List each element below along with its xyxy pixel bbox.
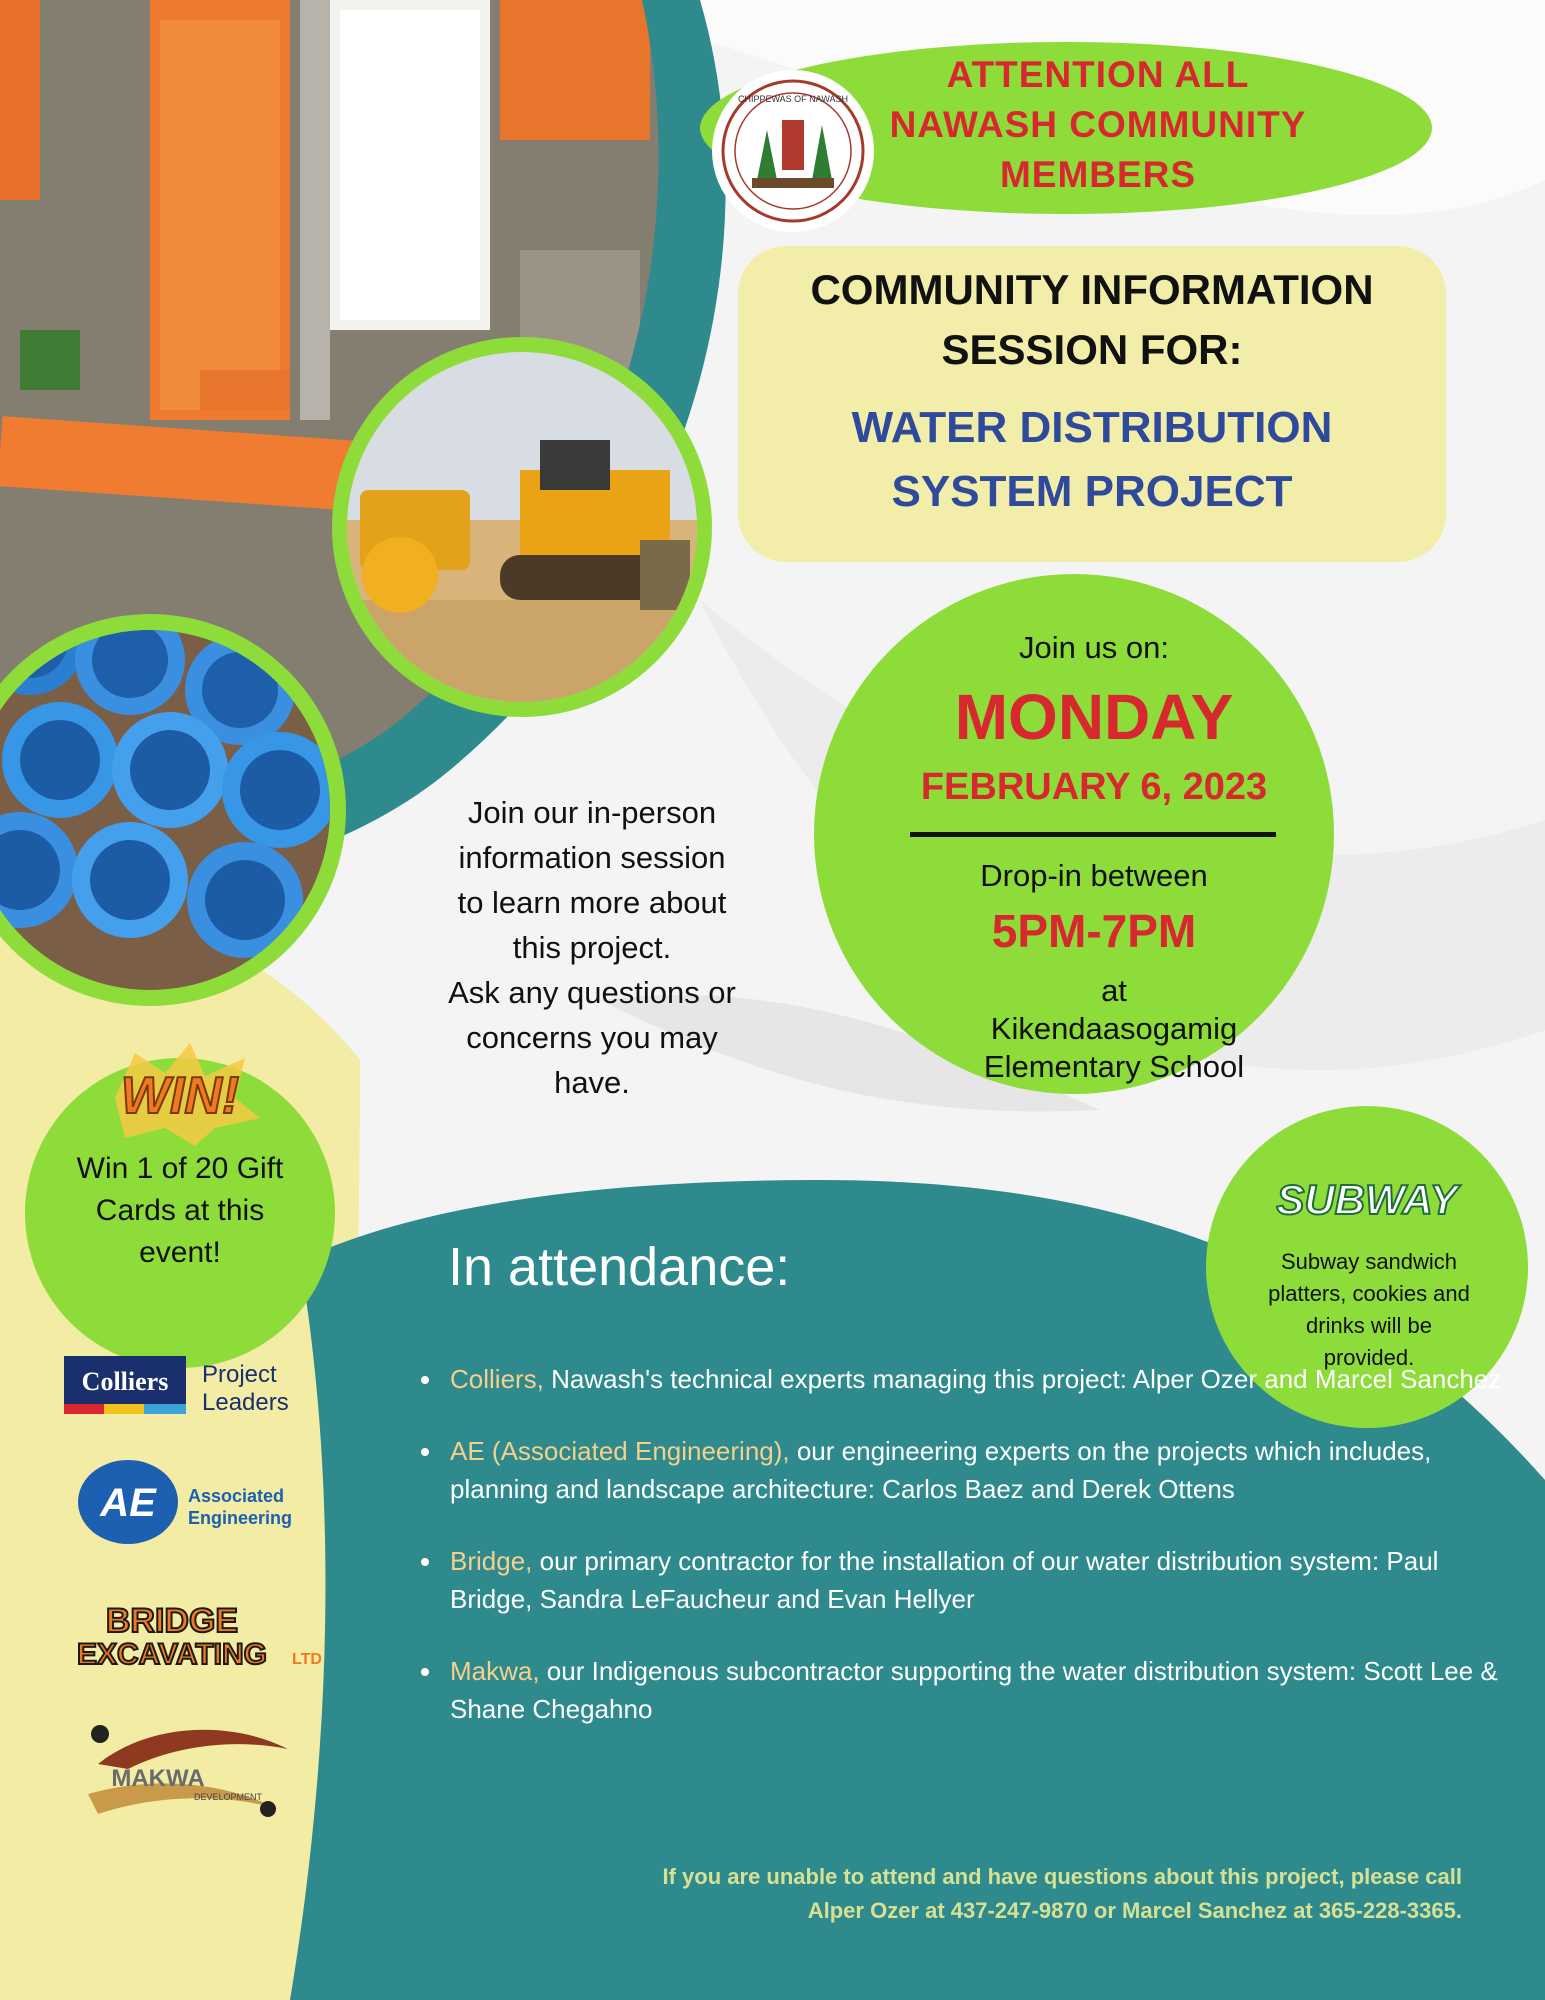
list-item [444,1542,1504,1618]
org-description: Nawash's technical experts managing this project: Alper Ozer and Marcel Sanchez [543,1364,1502,1394]
attention-heading: ATTENTION ALL NAWASH COMMUNITY MEMBERS [889,54,1307,195]
event-date: FEBRUARY 6, 2023 [920,766,1268,808]
event-weekday: MONDAY [954,681,1234,753]
svg-text:EXCAVATING: EXCAVATING [76,1638,268,1670]
svg-text:Engineering: Engineering [188,1508,293,1528]
join-label: Join us on: [1019,630,1169,665]
svg-text:MAKWA: MAKWA [111,1765,205,1792]
org-name: Makwa, [450,1656,540,1686]
list-item [444,1432,1504,1508]
contact-note: If you are unable to attend and have questions about this project, please call Alper Ozer at 437-247-9870 or Marcel Sanchez at 365-228-3365. [662,1864,1462,1923]
colliers-logo [62,1354,312,1418]
svg-text:LTD: LTD [292,1651,322,1668]
event-time: 5PM-7PM [991,905,1197,957]
org-description: our engineering experts on the projects which includes, planning and landscape architecture: Carlos Baez and Derek Ottens [450,1436,1432,1504]
food-text: Subway sandwich platters, cookies and drinks will be provided. [1268,1249,1470,1370]
divider [910,832,1276,837]
event-location: at Kikendaasogamig Elementary School [983,973,1245,1084]
giveaway-text: Win 1 of 20 Gift Cards at this event! [76,1152,284,1269]
svg-text:Associated: Associated [188,1486,285,1506]
svg-text:Project: Project [202,1361,277,1388]
svg-text:SUBWAY: SUBWAY [1276,1176,1458,1223]
list-item [444,1360,1504,1398]
svg-text:BRIDGE: BRIDGE [105,1602,239,1640]
org-name: Colliers, [450,1364,544,1394]
session-description: Join our in-person information session to learn more about this project. Ask any questions or concerns you may have. [448,795,736,1100]
org-description: our Indigenous subcontractor supporting the water distribution system: Scott Lee & Shane Chegahno [450,1656,1498,1724]
org-name: Bridge, [450,1546,533,1576]
makwa-development-logo [78,1714,298,1824]
bridge-excavating-logo [60,1602,330,1670]
win-burst-icon [95,1038,265,1148]
list-item [444,1652,1504,1728]
org-description: our primary contractor for the installation of our water distribution system: Paul Bridge, Sandra LeFaucheur and Evan Hellyer [450,1546,1439,1614]
attendance-list [418,1360,1504,1762]
subway-logo [1262,1170,1472,1230]
svg-text:AE: AE [100,1481,156,1525]
attendance-heading: In attendance: [448,1237,791,1297]
svg-text:CHIPPEWAS OF NAWASH: CHIPPEWAS OF NAWASH [737,94,849,104]
session-title: COMMUNITY INFORMATION SESSION FOR: [810,266,1374,373]
svg-text:Colliers: Colliers [81,1367,169,1396]
org-name: AE (Associated Engineering), [450,1436,790,1466]
svg-text:DEVELOPMENT: DEVELOPMENT [193,1792,263,1802]
associated-engineering-logo [76,1458,296,1546]
svg-text:WIN!: WIN! [120,1067,240,1125]
dropin-label: Drop-in between [980,858,1208,893]
svg-text:Leaders: Leaders [202,1389,289,1416]
project-name: WATER DISTRIBUTION SYSTEM PROJECT [851,403,1333,516]
